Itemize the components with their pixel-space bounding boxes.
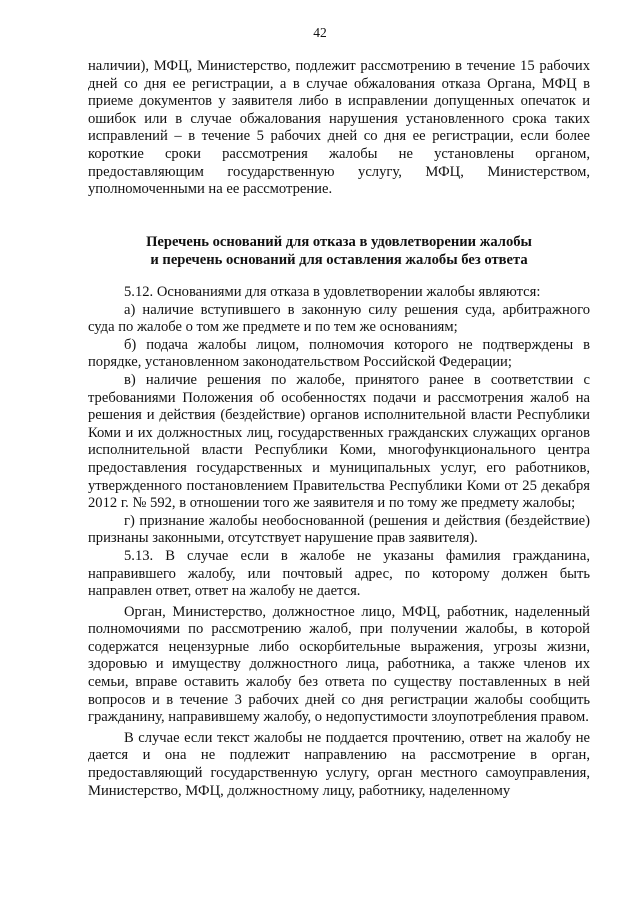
paragraph-unreadable: В случае если текст жалобы не поддается прочтению, ответ на жалобу не дается и она не подлежит направлению на рассмотрение в орган, предоставляющий государственную услугу, орган местного самоуправления, Министерство, МФЦ, должностному лицу, работнику, наделенному xyxy=(88,729,590,799)
intro-paragraph: наличии), МФЦ, Министерство, подлежит рассмотрению в течение 15 рабочих дней со дня ее регистрации, а в случае обжалования отказа Органа, МФЦ в приеме документов у заявителя либо в исправлении допущенных опечаток и ошибок или в случае обжалования нарушения установленного срока таких исправлений – в течение 5 рабочих дней со дня ее регистрации, если более короткие сроки рассмотрения жалобы не установлены органом, предоставляющим государственную услугу, МФЦ, Министерством, уполномоченными на ее рассмотрение. xyxy=(88,58,590,198)
clause-5-13: 5.13. В случае если в жалобе не указаны фамилия гражданина, направившего жалобу, или почтовый адрес, по которому должен быть направлен ответ, ответ на жалобу не дается. xyxy=(88,547,590,600)
clause-item-a: а) наличие вступившего в законную силу решения суда, арбитражного суда по жалобе о том же предмете и по тем же основаниям; xyxy=(88,301,590,336)
clause-item-v: в) наличие решения по жалобе, принятого ранее в соответствии с требованиями Положения об особенностях подачи и рассмотрения жалоб на решения и действия (бездействие) органов исполнительной власти Республики Коми и их должностных лиц, государственных гражданских служащих органов исполнительной власти Республики Коми, многофункционального центра предоставления государственных и муниципальных услуг, его работников, утвержденного постановлением Правительства Республики Коми от 25 декабря 2012 г. № 592, в отношении того же заявителя и по тому же предмету жалобы; xyxy=(88,371,590,512)
paragraph-organ: Орган, Министерство, должностное лицо, МФЦ, работник, наделенный полномочиями по рассмотрению жалоб, при получении жалобы, в которой содержатся нецензурные либо оскорбительные выражения, угрозы жизни, здоровью и имуществу должностного лица, работника, а также членов их семьи, вправе оставить жалобу без ответа по существу поставленных в ней вопросов и в течение 3 рабочих дней со дня регистрации жалобы сообщить гражданину, направившему жалобу, о недопустимости злоупотребления правом. xyxy=(88,603,590,726)
intro-block xyxy=(88,58,590,199)
page-number: 42 xyxy=(313,25,327,40)
section-heading xyxy=(88,233,590,269)
section-heading-line1: Перечень оснований для отказа в удовлетворении жалобы xyxy=(146,234,532,250)
clause-5-12: 5.12. Основаниями для отказа в удовлетворении жалобы являются: xyxy=(124,284,541,300)
clause-item-b: б) подача жалобы лицом, полномочия которого не подтверждены в порядке, установленном законодательством Российской Федерации; xyxy=(88,336,590,371)
body-block xyxy=(88,284,590,800)
clause-item-g: г) признание жалобы необоснованной (решения и действия (бездействие) признаны законными, отсутствует нарушение прав заявителя). xyxy=(88,512,590,547)
section-heading-line2: и перечень оснований для оставления жалобы без ответа xyxy=(150,252,528,268)
